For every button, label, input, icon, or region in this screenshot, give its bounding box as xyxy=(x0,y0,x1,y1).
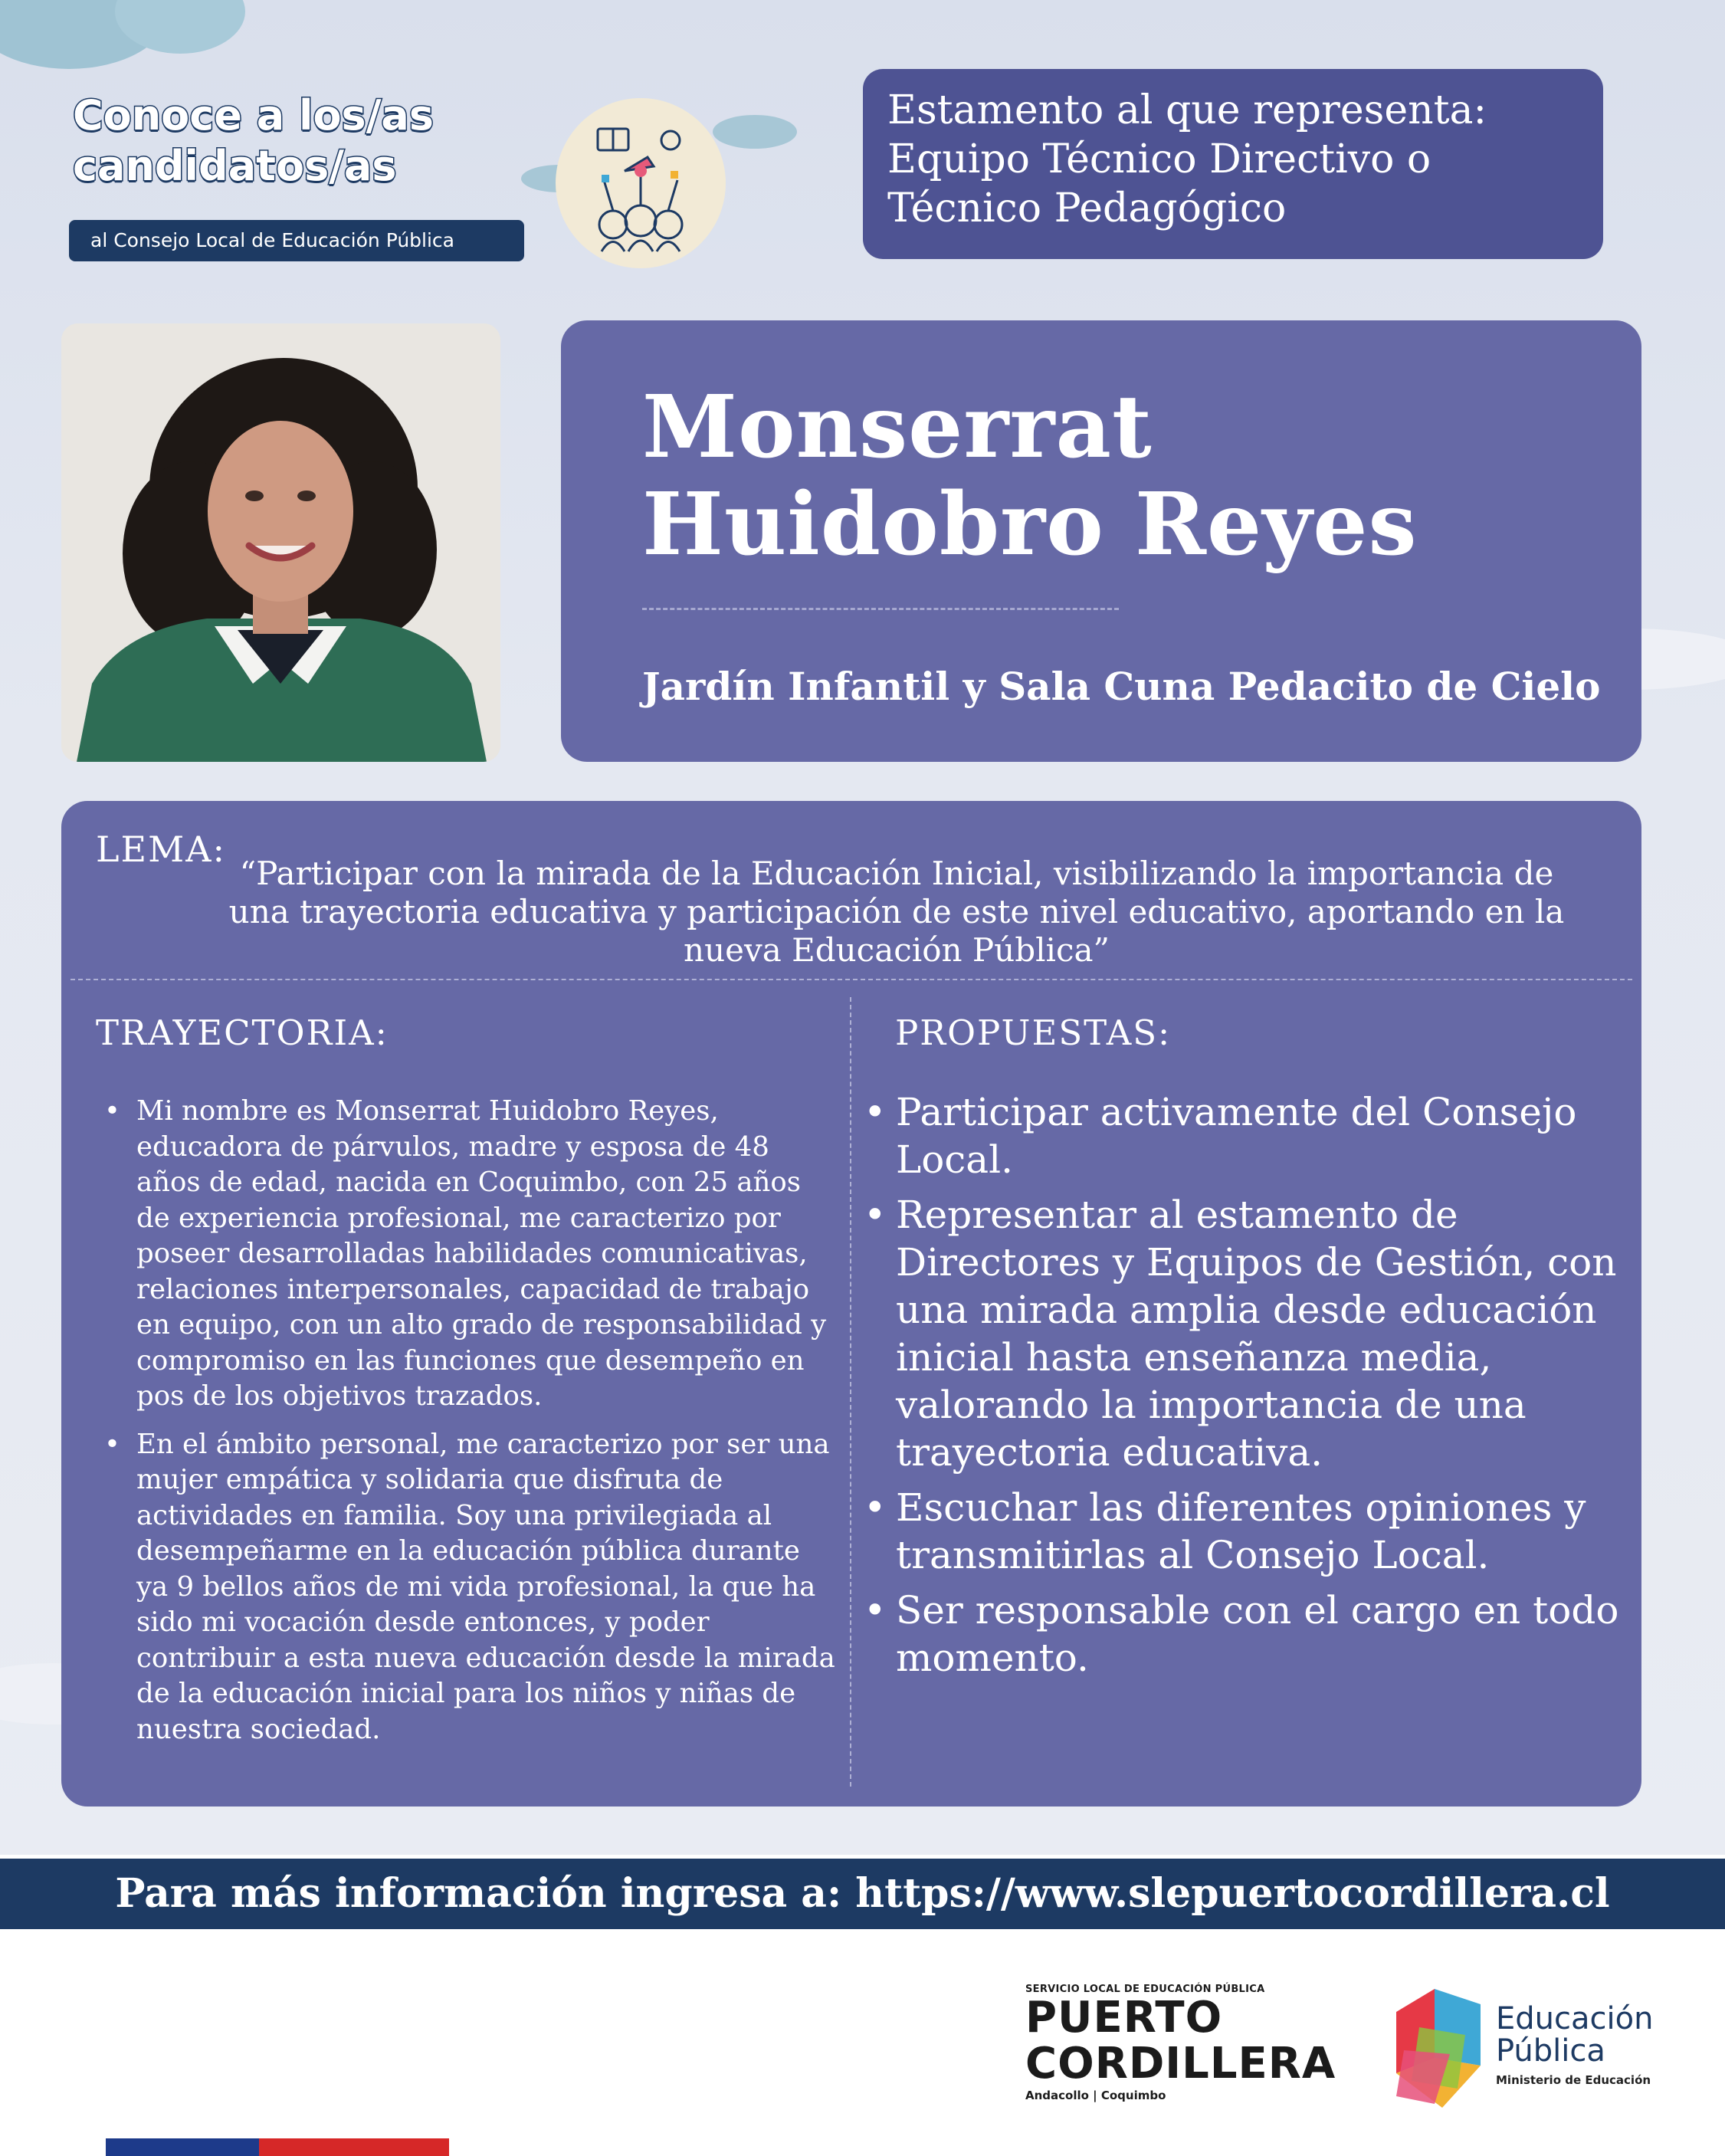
candidate-name-box xyxy=(561,320,1641,762)
candidate-first-name: Monserrat xyxy=(642,377,1153,477)
propuestas-title: PROPUESTAS: xyxy=(895,1012,1172,1053)
lema-text: “Participar con la mirada de la Educación Inicial, visibilizando la importancia de una trayectoria educativa y participación de este nivel educativo, aportando en la nueva Educación Pública” xyxy=(228,855,1565,969)
candidate-last-names: Huidobro Reyes xyxy=(642,474,1418,575)
name-divider xyxy=(642,608,1119,610)
estamento-value: Técnico Pedagógico xyxy=(887,185,1287,231)
list-item: • En el ámbito personal, me caracterizo por ser una mujer empática y solidaria que disfruta de actividades en familia. Soy una privilegiada al desempeñarme en la educación pública durante ya 9 bellos años de mi vida profesional, la que ha sido mi vocación desde entonces, y poder contribuir a esta nueva educación desde la mirada de la educación inicial para los niños y niñas de nuestra sociedad. xyxy=(104,1427,840,1748)
footer-info-link[interactable]: Para más información ingresa a: https://www.slepuertocordillera.cl xyxy=(0,1859,1725,1929)
section-divider xyxy=(71,979,1632,980)
logo-small-text: SERVICIO LOCAL DE EDUCACIÓN PÚBLICA xyxy=(1025,1984,1265,1995)
header-title-line: Conoce a los/as xyxy=(73,91,434,139)
header-title xyxy=(73,90,502,192)
participation-emblem-icon xyxy=(556,98,726,268)
educacion-publica-logo xyxy=(1389,1981,1680,2119)
trayectoria-title: TRAYECTORIA: xyxy=(96,1012,389,1053)
slep-puerto-cordillera-logo xyxy=(1025,1984,1363,2114)
gobierno-bar-red xyxy=(259,2138,449,2156)
lema-label: LEMA: xyxy=(96,829,226,870)
logo-title: Pública xyxy=(1496,2033,1605,2069)
educacion-publica-icon xyxy=(1389,1981,1492,2119)
logo-title: Educación xyxy=(1496,2001,1654,2036)
gobierno-bar-blue xyxy=(106,2138,259,2156)
logo-subtitle: Ministerio de Educación xyxy=(1496,2073,1651,2087)
estamento-label: Estamento al que representa: xyxy=(887,87,1487,133)
candidate-school: Jardín Infantil y Sala Cuna Pedacito de Cielo xyxy=(642,664,1601,709)
list-item: • Escuchar las diferentes opiniones y transmitirlas al Consejo Local. xyxy=(864,1484,1630,1579)
header-subtitle: al Consejo Local de Educación Pública xyxy=(69,220,524,261)
list-item: • Participar activamente del Consejo Local. xyxy=(864,1088,1630,1183)
list-item: • Mi nombre es Monserrat Huidobro Reyes, educadora de párvulos, madre y esposa de 48 años de edad, nacida en Coquimbo, con 25 años de experiencia profesional, me caracterizo por poseer desarrolladas habilidades comunicativas, relaciones interpersonales, capacidad de trabajo en equipo, con un alto grado de responsabilidad y compromiso en las funciones que desempeño en pos de los objetivos trazados. xyxy=(104,1094,840,1415)
list-item: • Representar al estamento de Directores y Equipos de Gestión, con una mirada amplia desde educación inicial hasta enseñanza media, valorando la importancia de una trayectoria educativa. xyxy=(864,1191,1630,1476)
logo-word-cordillera: CORDILLERA xyxy=(1025,2039,1336,2089)
candidate-photo xyxy=(61,323,500,762)
header-title-line: candidatos/as xyxy=(73,142,397,190)
trayectoria-list xyxy=(104,1094,840,1760)
estamento-box xyxy=(863,69,1603,259)
estamento-value: Equipo Técnico Directivo o xyxy=(887,136,1431,182)
candidate-info-box xyxy=(61,801,1641,1807)
educacion-publica-text xyxy=(1496,2003,1653,2087)
logo-footer-text: Andacollo | Coquimbo xyxy=(1025,2089,1166,2102)
propuestas-list xyxy=(864,1088,1630,1689)
column-divider xyxy=(850,997,851,1787)
logo-word-puerto: PUERTO xyxy=(1025,1993,1223,2043)
list-item: • Ser responsable con el cargo en todo momento. xyxy=(864,1587,1630,1682)
